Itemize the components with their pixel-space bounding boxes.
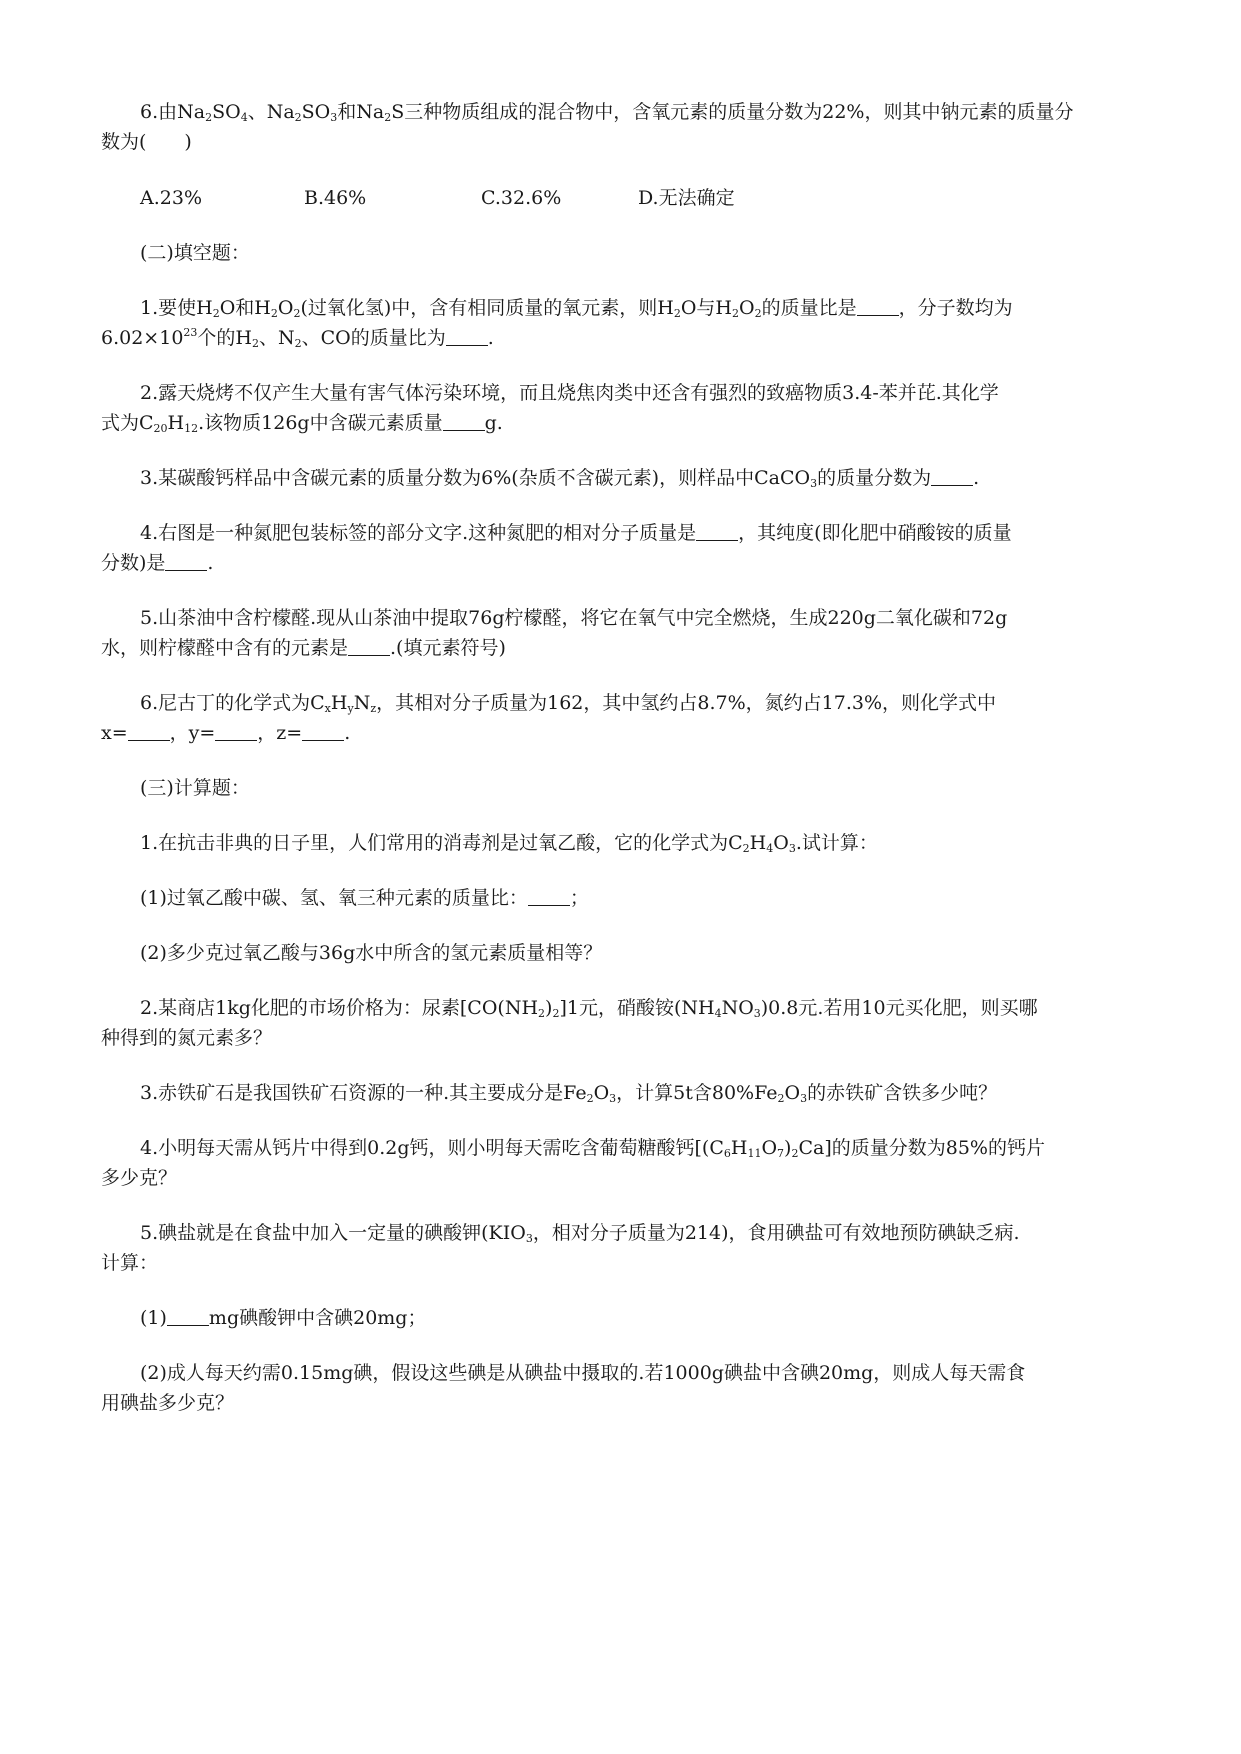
- calc-1-q1: (1)过氧乙酸中碳、氢、氧三种元素的质量比： ；: [140, 887, 589, 909]
- answer-blank[interactable]: [931, 469, 973, 486]
- fill-2-line1: 2.露天烧烤不仅产生大量有害气体污染环境，而且烧焦肉类中还含有强烈的致癌物质3.4-苯并芘.其化学: [140, 382, 999, 404]
- calc-5-line2: 计算：: [101, 1252, 159, 1274]
- calc-4-line2: 多少克？: [101, 1167, 178, 1189]
- fill-1-line1: 1.要使$H_2O$和$H_2O_2$(过氧化氢)中，含有相同质量的氧元素，则$H_2O$与$H_2O_2$的质量比是 ，分子数均为: [140, 297, 1013, 320]
- calc-2-line1: 2.某商店1kg化肥的市场价格为：尿素$[CO(NH_2)_2]1$元，硝酸铵$(NH_4NO_3)0.8$元.若用10元买化肥，则买哪: [140, 997, 1038, 1020]
- fill-4-line2: 分数)是 .: [101, 552, 214, 574]
- answer-blank[interactable]: [128, 724, 170, 741]
- answer-blank[interactable]: [443, 414, 485, 431]
- calc-5-q2-line2: 用碘盐多少克？: [101, 1392, 235, 1414]
- calc-5-q1: (1) mg碘酸钾中含碘20mg；: [140, 1307, 427, 1329]
- calc-5-line1: 5.碘盐就是在食盐中加入一定量的碘酸钾($KIO_3$，相对分子质量为214)，食用碘盐可有效地预防碘缺乏病.: [140, 1222, 1020, 1245]
- answer-blank[interactable]: [302, 724, 344, 741]
- choice-d: D.无法确定: [638, 187, 735, 209]
- fill-2-line2: 式为$C_{20}H_{12}$.该物质126g中含碳元素质量 g.: [101, 412, 503, 435]
- calc-1: 1.在抗击非典的日子里，人们常用的消毒剂是过氧乙酸，它的化学式为$C_2H_4O_3$.试计算：: [140, 832, 878, 855]
- answer-blank[interactable]: [348, 639, 390, 656]
- answer-blank[interactable]: [215, 724, 257, 741]
- answer-blank[interactable]: [167, 1309, 209, 1326]
- calc-4-line1: 4.小明每天需从钙片中得到0.2g钙，则小明每天需吃含葡萄糖酸钙$[(C_6H_{11}O_7)_2Ca]$的质量分数为85%的钙片: [140, 1137, 1045, 1160]
- question-6-line2: 数为( ): [101, 131, 192, 153]
- answer-blank[interactable]: [696, 524, 738, 541]
- fill-5-line1: 5.山茶油中含柠檬醛.现从山茶油中提取76g柠檬醛，将它在氧气中完全燃烧，生成220g二氧化碳和72g: [140, 607, 1008, 629]
- calc-5-q2-line1: (2)成人每天约需0.15mg碘，假设这些碘是从碘盐中摄取的.若1000g碘盐中含碘20mg，则成人每天需食: [140, 1362, 1026, 1384]
- fill-5-line2: 水，则柠檬醛中含有的元素是 .(填元素符号): [101, 637, 506, 659]
- calc-2-line2: 种得到的氮元素多？: [101, 1027, 273, 1049]
- calc-1-q2: (2)多少克过氧乙酸与36g水中所含的氢元素质量相等？: [140, 942, 603, 964]
- question-6-line1: 6.由$Na_2SO_4$、$Na_2SO_3$和$Na_2S$三种物质组成的混合物中，含氧元素的质量分数为22%，则其中钠元素的质量分: [140, 101, 1074, 124]
- section-fill-blank-heading: (二)填空题：: [140, 242, 250, 264]
- fill-4-line1: 4.右图是一种氮肥包装标签的部分文字.这种氮肥的相对分子质量是 ，其纯度(即化肥中硝酸铵的质量: [140, 522, 1012, 544]
- fill-6-line2: x= ，y= ，z= .: [101, 722, 351, 744]
- answer-blank[interactable]: [165, 554, 207, 571]
- choice-a: A.23%: [140, 187, 202, 209]
- fill-3: 3.某碳酸钙样品中含碳元素的质量分数为6%(杂质不含碳元素)，则样品中CaCO$_3$的质量分数为 .: [140, 467, 980, 490]
- answer-blank[interactable]: [528, 889, 570, 906]
- fill-1-line2: $6.02\times 10^{23}$个的$H_2$、$N_2$、CO的质量比为 .: [101, 326, 494, 350]
- choice-c: C.32.6%: [481, 187, 562, 209]
- answer-blank[interactable]: [857, 299, 899, 316]
- fill-6-line1: 6.尼古丁的化学式为$C_xH_yN_z$，其相对分子质量为162，其中氢约占8.7%，氮约占17.3%，则化学式中: [140, 692, 997, 715]
- section-calculation-heading: (三)计算题：: [140, 777, 250, 799]
- choice-b: B.46%: [304, 187, 367, 209]
- calc-3: 3.赤铁矿石是我国铁矿石资源的一种.其主要成分是$Fe_2O_3$，计算5t含$80\%Fe_2O_3$的赤铁矿含铁多少吨？: [140, 1082, 998, 1105]
- answer-blank[interactable]: [446, 329, 488, 346]
